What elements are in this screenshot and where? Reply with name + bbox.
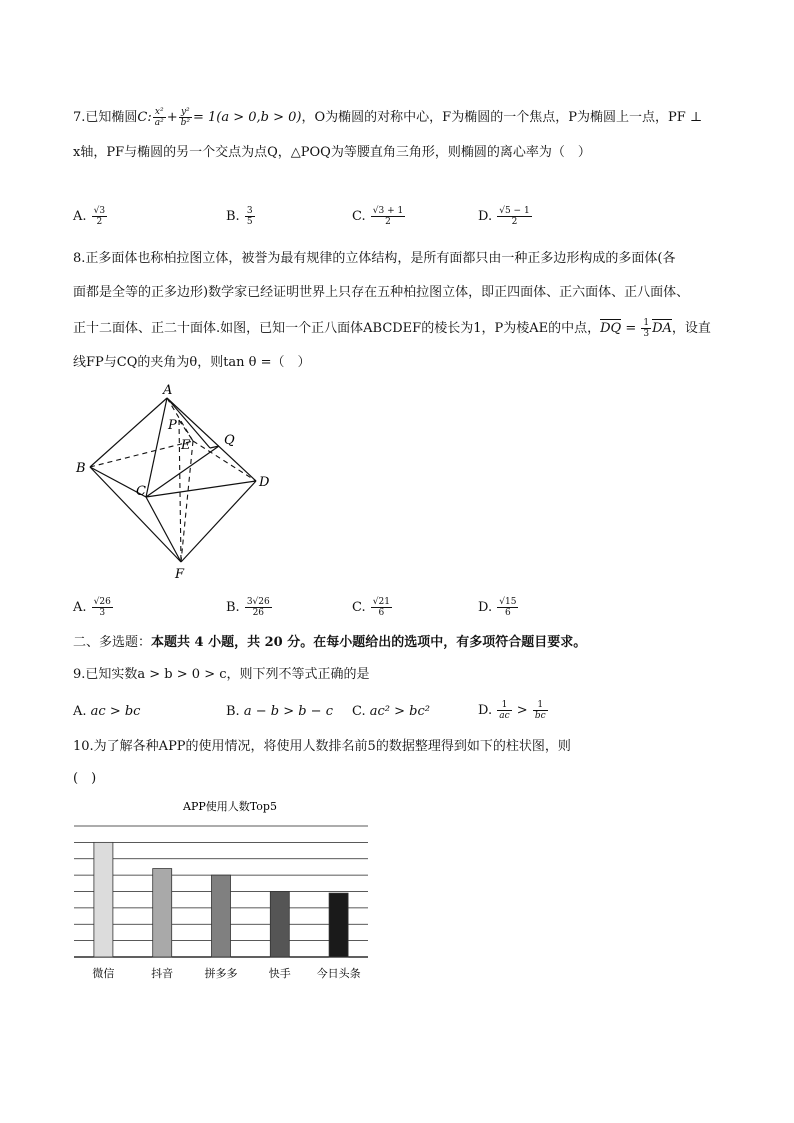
- chart-bar: [329, 893, 348, 957]
- q10-paren: ( ): [73, 771, 97, 786]
- q7-option-c[interactable]: C. $\frac{√3 + 1}{2}$: [352, 206, 404, 227]
- q8-line2: 面都是全等的正多边形)数学家已经证明世界上只存在五种柏拉图立体，即正四面体、正六面体、正八面体、: [73, 285, 690, 300]
- chart-x-label: 今日头条: [316, 967, 361, 980]
- q8-option-c[interactable]: C. $\frac{√21}{6}$: [352, 597, 390, 618]
- q8-option-a[interactable]: A. $\frac{√26}{3}$: [73, 597, 111, 618]
- q9-option-c[interactable]: C. ac² > bc²: [352, 704, 430, 719]
- chart-bar: [94, 842, 113, 957]
- app-usage-bar-chart: [60, 790, 390, 990]
- q10-stem: 10.为了解各种APP的使用情况，将使用人数排名前5的数据整理得到如下的柱状图，则: [73, 739, 571, 754]
- chart-x-label: 微信: [92, 967, 115, 980]
- label-d: D: [259, 475, 270, 490]
- q9-option-d[interactable]: D. $\frac{1}{ac}$ > $\frac{1}{bc}$: [478, 700, 546, 721]
- q8-option-d[interactable]: D. $\frac{√15}{6}$: [478, 597, 517, 618]
- q9-option-a[interactable]: A. ac > bc: [73, 704, 141, 719]
- label-q: Q: [224, 433, 235, 448]
- chart-x-label: 快手: [268, 967, 291, 980]
- q7-stem-rest: ，O为椭圆的对称中心，F为椭圆的一个焦点，P为椭圆上一点，PF ⊥: [301, 110, 703, 125]
- label-a: A: [163, 383, 173, 398]
- q7-line1: 7.已知椭圆C: $\frac{\text{x²}}{\text{a²}}$ + $\frac{\text{y²}}{\text{b²}}$ = 1(a > 0,b > 0)，O为椭圆的对称中心，F为椭圆的一个焦点，P为椭圆上一点，PF ⊥: [73, 107, 703, 128]
- chart-x-label: 抖音: [151, 967, 174, 980]
- q7-frac-x: $\frac{\text{x²}}{\text{a²}}$: [154, 107, 164, 128]
- q7-line2: x轴，PF与椭圆的另一个交点为点Q，△POQ为等腰直角三角形，则椭圆的离心率为（ ）: [73, 145, 591, 160]
- chart-bar: [153, 869, 172, 957]
- q9-stem: 9.已知实数a > b > 0 > c，则下列不等式正确的是: [73, 667, 370, 682]
- vector-dq: DQ: [600, 321, 622, 336]
- q7-frac-y: $\frac{\text{y²}}{\text{b²}}$: [180, 107, 190, 128]
- q7-option-a[interactable]: A. $\frac{√3}{2}$: [73, 206, 106, 227]
- q8-line4: 线FP与CQ的夹角为θ，则tan θ =（ ）: [73, 355, 311, 370]
- label-f: F: [175, 567, 185, 580]
- q8-line3: 正十二面体、正二十面体.如图，已知一个正八面体ABCDEF的棱长为1，P为棱AE的中点，DQ = $\frac{1}{3}$ DA，设直: [73, 318, 711, 339]
- q7-ellipse-name: C:: [137, 110, 152, 125]
- q8-option-b[interactable]: B. $\frac{3√26}{26}$: [226, 597, 270, 618]
- q9-option-b[interactable]: B. a − b > b − c: [226, 704, 333, 719]
- chart-bar: [270, 892, 289, 958]
- q7-condition: = 1(a > 0,b > 0): [193, 110, 302, 125]
- chart-title: APP使用人数Top5: [183, 800, 277, 813]
- q8-line1: 8.正多面体也称柏拉图立体，被誉为最有规律的立体结构，是所有面都只由一种正多边形构成的多面体(各: [73, 251, 676, 266]
- label-c: C: [136, 484, 146, 499]
- label-p: P: [168, 418, 177, 433]
- octahedron-figure: [70, 380, 280, 580]
- vector-da: DA: [652, 321, 672, 336]
- section2-header: 二、多选题：本题共 4 小题，共 20 分。在每小题给出的选项中，有多项符合题目要求。: [73, 635, 587, 650]
- label-b: B: [76, 461, 86, 476]
- label-e: E: [181, 438, 191, 453]
- q7-stem-start: 7.已知椭圆: [73, 110, 138, 125]
- q7-option-d[interactable]: D. $\frac{√5 - 1}{2}$: [478, 206, 530, 227]
- q7-option-b[interactable]: B. $\frac{3}{5}$: [226, 206, 253, 227]
- chart-x-label: 拼多多: [204, 967, 238, 980]
- chart-bar: [212, 875, 231, 957]
